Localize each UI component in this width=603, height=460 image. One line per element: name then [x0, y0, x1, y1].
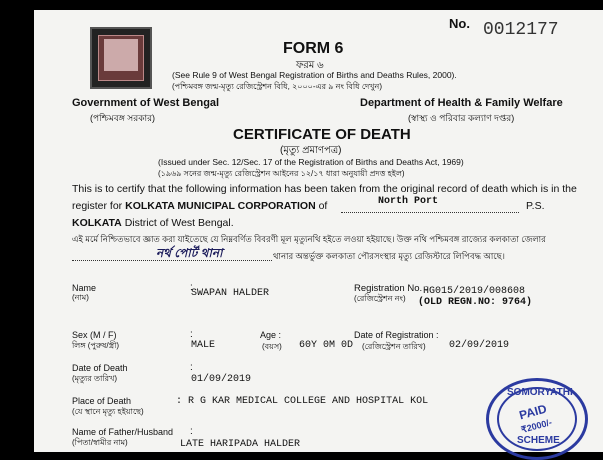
registration-date-label: Date of Registration :: [354, 330, 439, 340]
certificate-title: CERTIFICATE OF DEATH: [233, 126, 411, 143]
father-husband-label-bn: (পিতা/স্বামীর নাম): [72, 438, 128, 447]
right-authority: Department of Health & Family Welfare: [360, 97, 563, 109]
sex-label-bn: লিঙ্গ (পুরুষ/স্ত্রী): [72, 341, 120, 350]
police-station-value: North Port: [378, 196, 439, 207]
register-prefix: register for: [72, 200, 123, 212]
district-name: KOLKATA: [72, 217, 122, 229]
place-of-death-label: Place of Death: [72, 396, 132, 406]
registration-number: HG015/2019/008608: [423, 286, 526, 297]
stamp-top-text: SOMORYATHI: [507, 387, 573, 398]
place-of-death-colon: :: [176, 396, 183, 407]
government-emblem: [90, 27, 152, 89]
rule-line-bn: (পশ্চিমবঙ্গ জন্ম-মৃত্যু রেজিস্ট্রেশন বিধি, ২০০০-এর ৯ নং বিধি দেখুন): [172, 82, 382, 91]
old-registration-number: (OLD REGN.NO: 9764): [418, 297, 533, 308]
issued-line: (Issued under Sec. 12/Sec. 17 of the Registration of Births and Deaths Act, 1969): [158, 157, 464, 167]
serial-number: 0012177: [483, 20, 559, 40]
registration-date: 02/09/2019: [449, 340, 510, 351]
date-of-death-colon: :: [190, 362, 193, 373]
stamp-amount-text: ₹2000/-: [520, 417, 553, 435]
corporation-name: KOLKATA MUNICIPAL CORPORATION: [125, 200, 316, 212]
father-husband-colon: :: [190, 426, 193, 437]
place-of-death-value: R G KAR MEDICAL COLLEGE AND HOSPITAL KOL: [188, 396, 429, 407]
date-of-death-label: Date of Death: [72, 363, 128, 373]
stamp-paid-text: PAID: [517, 401, 549, 423]
certificate-title-bn: (মৃত্যু প্রমাণপত্র): [280, 145, 342, 156]
place-of-death-label-bn: (যে স্থানে মৃত্যু হইয়াছে): [72, 407, 144, 416]
date-of-death: 01/09/2019: [191, 374, 252, 385]
sex-colon: :: [190, 329, 193, 340]
name-colon: :: [190, 282, 193, 293]
register-line: [72, 200, 327, 212]
father-husband-label: Name of Father/Husband: [72, 427, 174, 437]
register-of: of: [318, 200, 328, 212]
left-authority: Government of West Bengal: [72, 97, 220, 109]
age-value: 60Y 0M 0D: [299, 340, 354, 351]
stamp-bottom-text: SCHEME: [517, 435, 560, 446]
registration-date-label-bn: (রেজিস্ট্রেশন তারিখ): [362, 342, 426, 351]
deceased-name: SWAPAN HALDER: [191, 288, 270, 299]
sex-label: Sex (M / F): [72, 330, 117, 340]
rule-line: (See Rule 9 of West Bengal Registration of Births and Deaths Rules, 2000).: [172, 70, 457, 80]
bengali-register-line: থানার অন্তর্ভুক্ত কলকাতা পৌরসংস্থার মৃত্যু রেজিস্টারে লিপিবদ্ধ আছে।: [273, 251, 505, 261]
ps-dotted-line: [341, 212, 519, 213]
ps-label: P.S.: [526, 200, 545, 212]
left-authority-bn: (পশ্চিমবঙ্গ সরকার): [90, 113, 156, 123]
serial-label: No.: [449, 16, 470, 31]
district-suffix: District of West Bengal.: [121, 217, 234, 229]
name-label: Name: [72, 283, 97, 293]
sex-value: MALE: [191, 340, 216, 351]
form-title: FORM 6: [283, 40, 344, 57]
registration-number-label: Registration No. :: [354, 283, 428, 294]
date-of-death-label-bn: (মৃত্যুর তারিখ): [72, 374, 117, 383]
paid-stamp: [486, 378, 588, 460]
age-label: Age :: [260, 330, 282, 340]
form-title-bn: ফরম ৬: [296, 60, 324, 71]
right-authority-bn: (স্বাস্থ্য ও পরিবার কল্যাণ দপ্তর): [408, 113, 515, 123]
place-of-death: [176, 396, 428, 407]
issued-line-bn: (১৯৬৯ সনের জন্ম-মৃত্যু রেজিস্ট্রেশন আইনের ১২/১৭ ধারা অনুযায়ী প্রদত্ত হইল): [158, 169, 405, 178]
district-line: [72, 217, 234, 229]
certify-line: This is to certify that the following information has been taken from the original record of death which is in the: [72, 183, 577, 195]
father-husband-name: LATE HARIPADA HALDER: [180, 439, 301, 450]
name-label-bn: (নাম): [72, 293, 89, 302]
age-label-bn: (বয়স): [262, 342, 282, 351]
handwritten-police-station: নর্থ পোর্ট থানা: [156, 246, 223, 260]
registration-number-label-bn: (রেজিস্ট্রেশন নং): [354, 294, 406, 303]
bengali-certify-line: এই মর্মে নিশ্চিতভাবে জ্ঞাত করা যাইতেছে যে নিম্নবর্ণিত বিবরণী মূল মৃত্যুনথি হইতে লওয়া হইয়াছে। উক্ত নথি পশ্চিমবঙ্গ রাজ্যের কলকাতা জেলার: [72, 234, 546, 244]
